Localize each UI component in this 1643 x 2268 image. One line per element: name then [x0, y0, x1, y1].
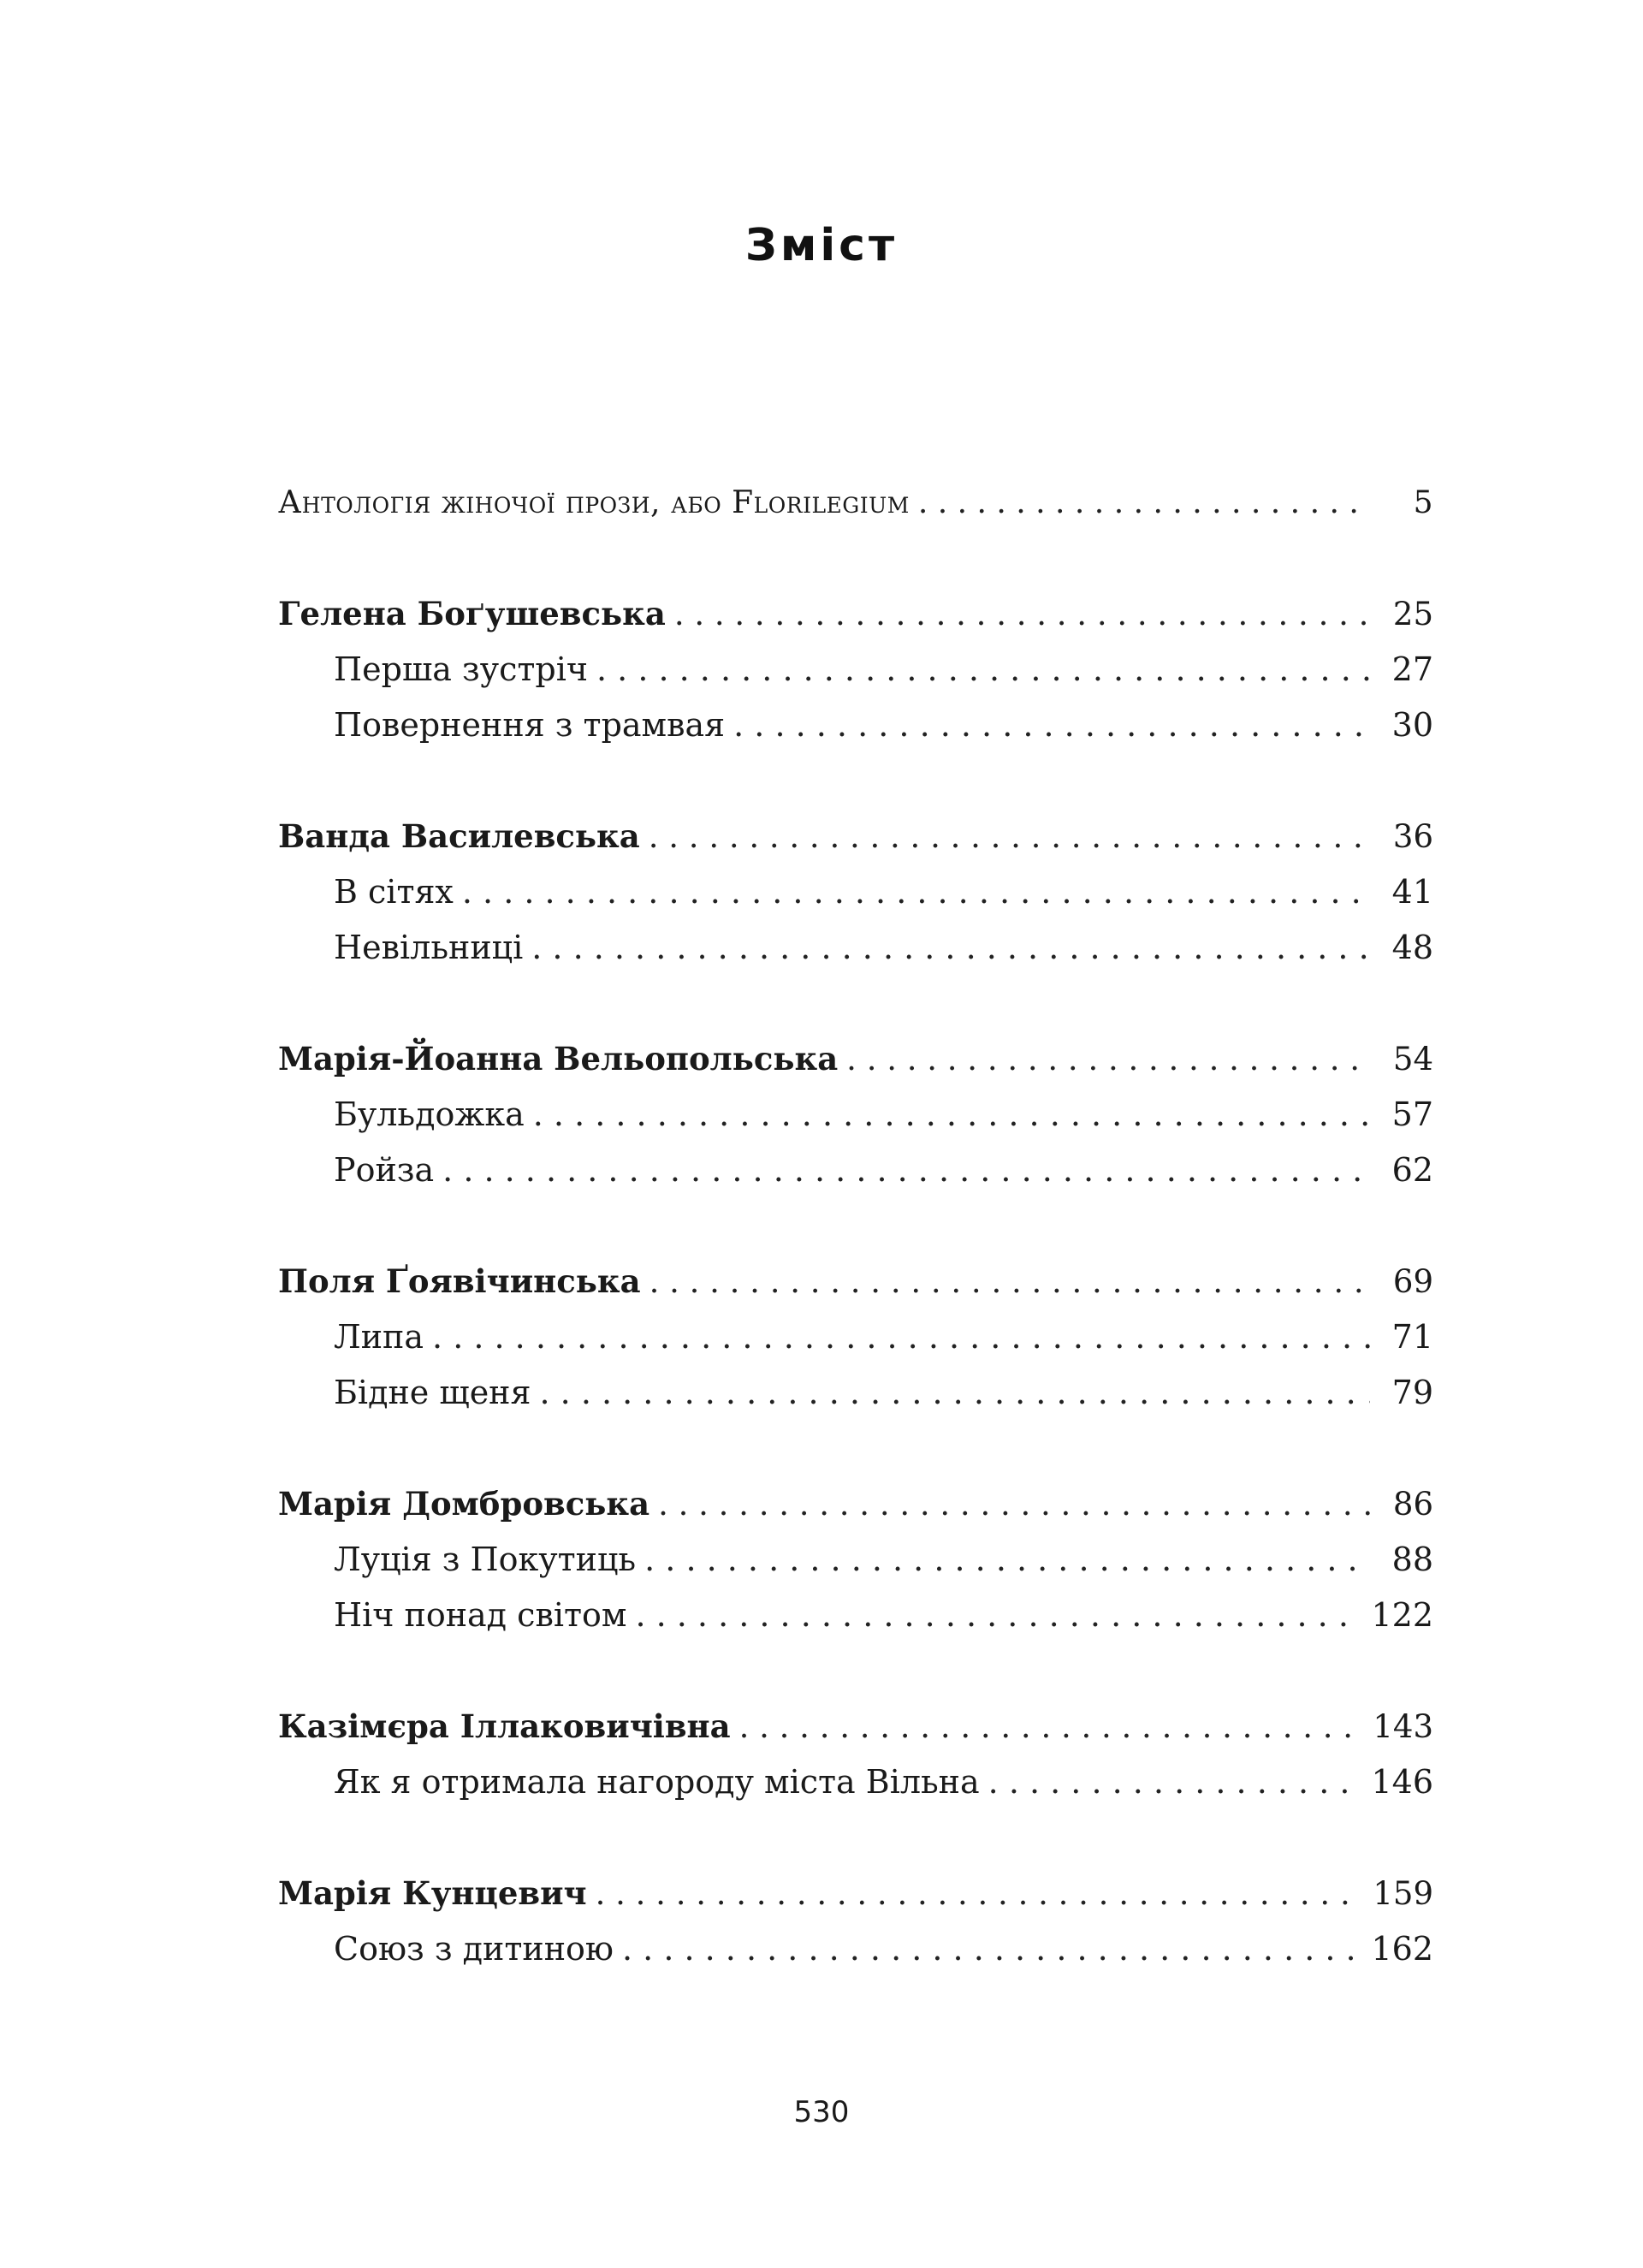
story-title: Бідне щеня: [334, 1374, 531, 1411]
toc-entry-page: 5: [1413, 485, 1433, 520]
author-page: 159: [1373, 1875, 1433, 1912]
toc-story-entry[interactable]: [278, 1309, 1433, 1365]
dot-leader: [462, 864, 1370, 920]
story-page: 146: [1371, 1763, 1433, 1801]
story-title: Ройза: [334, 1151, 435, 1189]
toc-author-entry[interactable]: [278, 586, 1433, 642]
author-page: 54: [1392, 1041, 1433, 1078]
toc-story-entry[interactable]: [278, 1143, 1433, 1198]
author-page: 143: [1373, 1708, 1433, 1745]
author-name: Марія Домбровська: [278, 1485, 650, 1523]
toc-author-entry[interactable]: [278, 1699, 1433, 1754]
dot-leader: [432, 1309, 1370, 1365]
dot-leader: [442, 1143, 1370, 1198]
author-page: 86: [1392, 1486, 1433, 1523]
dot-leader: [658, 1476, 1370, 1532]
dot-leader: [622, 1921, 1359, 1977]
story-title: Невільниці: [334, 929, 524, 966]
dot-leader: [674, 586, 1370, 642]
story-title: Луція з Покутиць: [334, 1541, 637, 1578]
author-page: 36: [1392, 818, 1433, 855]
toc-entry-label: Антологія жіночої прози, або Florilegium: [278, 485, 910, 520]
toc-story-entry[interactable]: [278, 1087, 1433, 1143]
author-page: 25: [1392, 596, 1433, 632]
author-name: Казімєра Іллаковичівна: [278, 1707, 731, 1745]
spacer: [278, 531, 1433, 586]
page-title: Зміст: [744, 219, 899, 271]
dot-leader: [988, 1754, 1360, 1810]
story-page: 41: [1391, 873, 1433, 911]
author-name: Марія Кунцевич: [278, 1874, 587, 1912]
toc-author-entry[interactable]: [278, 1254, 1433, 1309]
toc-story-entry[interactable]: [278, 1532, 1433, 1588]
spacer: [278, 753, 1433, 809]
toc-story-entry[interactable]: [278, 642, 1433, 698]
dot-leader: [531, 920, 1370, 976]
story-page: 57: [1391, 1095, 1433, 1133]
toc-story-entry[interactable]: [278, 698, 1433, 753]
author-page: 69: [1392, 1263, 1433, 1300]
dot-leader: [649, 1254, 1370, 1309]
author-name: Гелена Боґушевська: [278, 595, 666, 632]
dot-leader: [846, 1031, 1370, 1087]
story-title: Липа: [334, 1318, 424, 1356]
toc-story-entry[interactable]: [278, 1365, 1433, 1421]
toc-story-entry[interactable]: [278, 1588, 1433, 1643]
dot-leader: [733, 698, 1370, 753]
toc-author-entry[interactable]: [278, 1476, 1433, 1532]
author-name: Ванда Василевська: [278, 817, 640, 855]
story-title: В сітях: [334, 873, 454, 911]
author-name: Поля Ґоявічинська: [278, 1262, 641, 1300]
story-title: Ніч понад світом: [334, 1596, 627, 1634]
story-title: Союз з дитиною: [334, 1930, 614, 1968]
toc-story-entry[interactable]: [278, 864, 1433, 920]
story-page: 62: [1391, 1151, 1433, 1189]
dot-leader: [649, 809, 1370, 864]
dot-leader: [635, 1588, 1359, 1643]
story-page: 71: [1391, 1318, 1433, 1356]
spacer: [278, 1643, 1433, 1699]
page-number: 530: [793, 2095, 850, 2129]
spacer: [278, 1198, 1433, 1254]
spacer: [278, 1810, 1433, 1866]
dot-leader: [644, 1532, 1370, 1588]
table-of-contents: [278, 475, 1433, 1977]
toc-author-entry[interactable]: [278, 1031, 1433, 1087]
story-page: 27: [1391, 650, 1433, 688]
story-page: 30: [1391, 706, 1433, 744]
toc-story-entry[interactable]: [278, 1754, 1433, 1810]
author-name: Марія-Йоанна Вельопольська: [278, 1040, 839, 1078]
story-page: 122: [1371, 1596, 1433, 1634]
spacer: [278, 1421, 1433, 1476]
spacer: [278, 976, 1433, 1031]
dot-leader: [540, 1365, 1371, 1421]
toc-entry-intro[interactable]: [278, 475, 1433, 531]
dot-leader: [918, 475, 1370, 531]
story-page: 88: [1391, 1541, 1433, 1578]
story-title: Повернення з трамвая: [334, 706, 726, 744]
story-page: 162: [1371, 1930, 1433, 1968]
story-title: Як я отримала нагороду міста Вільна: [334, 1763, 980, 1801]
toc-author-entry[interactable]: [278, 809, 1433, 864]
dot-leader: [739, 1699, 1361, 1754]
dot-leader: [596, 1866, 1361, 1921]
toc-story-entry[interactable]: [278, 1921, 1433, 1977]
dot-leader: [596, 642, 1370, 698]
story-page: 79: [1391, 1374, 1433, 1411]
story-title: Бульдожка: [334, 1095, 525, 1133]
toc-author-entry[interactable]: [278, 1866, 1433, 1921]
story-page: 48: [1391, 929, 1433, 966]
toc-story-entry[interactable]: [278, 920, 1433, 976]
dot-leader: [533, 1087, 1370, 1143]
story-title: Перша зустріч: [334, 650, 589, 688]
